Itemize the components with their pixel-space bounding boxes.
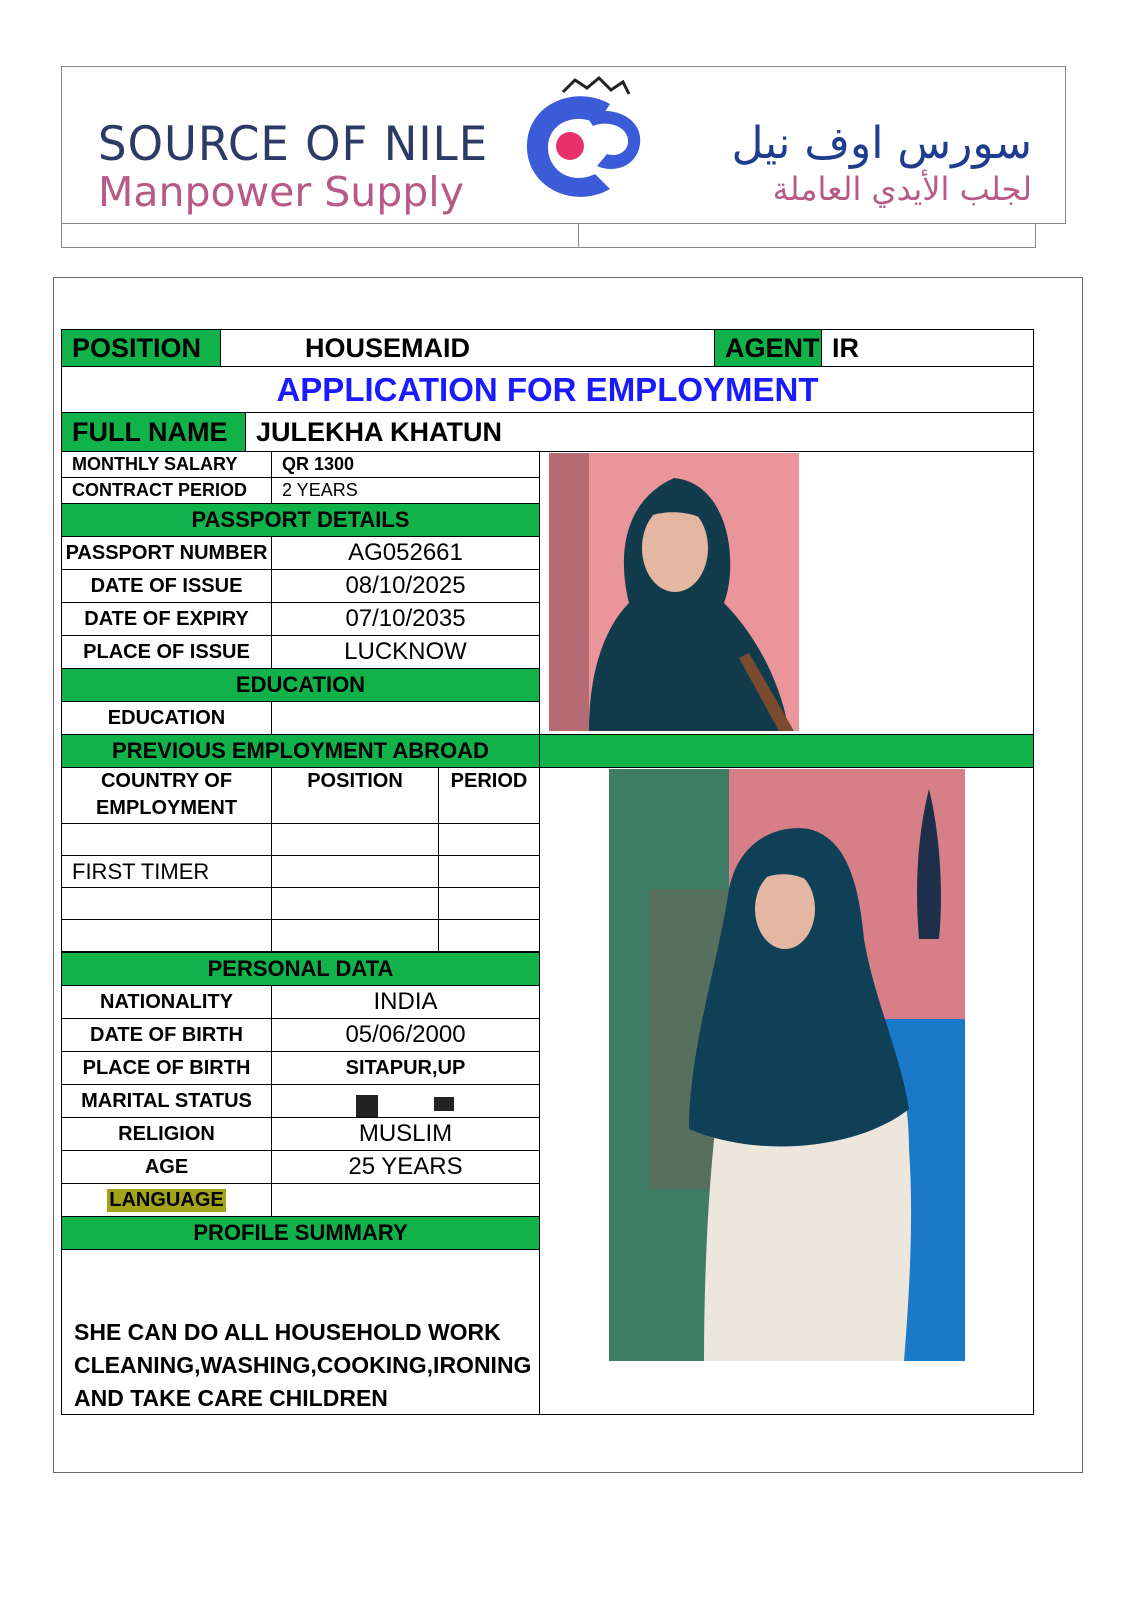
- language-label: LANGUAGE: [109, 1188, 224, 1211]
- profile-line: CLEANING,WASHING,COOKING,IRONING: [74, 1352, 532, 1378]
- agent-value: IR: [821, 329, 1034, 367]
- col-country-header: COUNTRY OF EMPLOYMENT: [61, 767, 272, 824]
- religion-label: RELIGION: [61, 1117, 272, 1151]
- language-value: [271, 1183, 540, 1217]
- profile-line: AND TAKE CARE CHILDREN: [74, 1385, 388, 1411]
- profile-line: SHE CAN DO ALL HOUSEHOLD WORK: [74, 1319, 501, 1345]
- employment-row: [271, 823, 439, 856]
- form-title: APPLICATION FOR EMPLOYMENT: [61, 366, 1034, 413]
- age-label: AGE: [61, 1150, 272, 1184]
- place-of-issue-value: LUCKNOW: [271, 635, 540, 669]
- letterhead-footer-strip: [61, 224, 1036, 248]
- education-heading: EDUCATION: [61, 668, 540, 702]
- education-value: [271, 701, 540, 735]
- portrait-photo-image: [549, 453, 799, 731]
- col-period-header: PERIOD: [438, 767, 540, 824]
- agent-label: AGENT: [714, 329, 822, 367]
- full-body-photo: [609, 769, 965, 1361]
- employment-row: [438, 855, 540, 888]
- photo-divider-bar: [539, 734, 1034, 768]
- passport-number-value: AG052661: [271, 536, 540, 570]
- employment-row: [61, 823, 272, 856]
- nationality-value: INDIA: [271, 985, 540, 1019]
- place-of-birth-value: SITAPUR,UP: [271, 1051, 540, 1085]
- employment-row: [438, 823, 540, 856]
- employment-row: [61, 887, 272, 920]
- date-of-expiry-value: 07/10/2035: [271, 602, 540, 636]
- passport-number-label: PASSPORT NUMBER: [61, 536, 272, 570]
- full-body-photo-image: [609, 769, 965, 1361]
- date-of-birth-value: 05/06/2000: [271, 1018, 540, 1052]
- marital-status-label: MARITAL STATUS: [61, 1084, 272, 1118]
- salary-label: MONTHLY SALARY: [61, 451, 272, 478]
- place-of-issue-label: PLACE OF ISSUE: [61, 635, 272, 669]
- date-of-issue-value: 08/10/2025: [271, 569, 540, 603]
- employment-country-value: FIRST TIMER: [61, 855, 272, 888]
- employment-row: [61, 919, 272, 952]
- full-name-label: FULL NAME: [61, 412, 246, 452]
- marital-status-value: [271, 1084, 540, 1118]
- profile-heading: PROFILE SUMMARY: [61, 1216, 540, 1250]
- employment-heading: PREVIOUS EMPLOYMENT ABROAD: [61, 734, 540, 768]
- company-tagline-english: Manpower Supply: [98, 168, 464, 216]
- portrait-photo: [549, 453, 799, 731]
- employment-row: [271, 919, 439, 952]
- col-position-header: POSITION: [271, 767, 439, 824]
- company-name-arabic: سورس اوف نيل: [731, 118, 1032, 169]
- position-value: HOUSEMAID: [220, 329, 715, 367]
- passport-heading: PASSPORT DETAILS: [61, 503, 540, 537]
- employment-row: [271, 887, 439, 920]
- redaction-mark: [434, 1097, 454, 1111]
- nationality-label: NATIONALITY: [61, 985, 272, 1019]
- personal-heading: PERSONAL DATA: [61, 952, 540, 986]
- contract-period-label: CONTRACT PERIOD: [61, 477, 272, 504]
- employment-row: [438, 887, 540, 920]
- language-label-cell: [61, 1183, 272, 1217]
- full-name-value: JULEKHA KHATUN: [245, 412, 1034, 452]
- religion-value: MUSLIM: [271, 1117, 540, 1151]
- contract-period-value: 2 YEARS: [271, 477, 540, 504]
- company-tagline-arabic: لجلب الأيدي العاملة: [772, 170, 1032, 208]
- position-label: POSITION: [61, 329, 221, 367]
- place-of-birth-label: PLACE OF BIRTH: [61, 1051, 272, 1085]
- employment-row: [438, 919, 540, 952]
- company-logo-icon: [515, 74, 655, 212]
- redaction-mark: [356, 1095, 378, 1117]
- age-value: 25 YEARS: [271, 1150, 540, 1184]
- profile-summary-text: [74, 1316, 574, 1415]
- salary-value: QR 1300: [271, 451, 540, 478]
- company-name-english: SOURCE OF NILE: [98, 115, 489, 172]
- date-of-birth-label: DATE OF BIRTH: [61, 1018, 272, 1052]
- date-of-expiry-label: DATE OF EXPIRY: [61, 602, 272, 636]
- education-label: EDUCATION: [61, 701, 272, 735]
- employment-row: [271, 855, 439, 888]
- date-of-issue-label: DATE OF ISSUE: [61, 569, 272, 603]
